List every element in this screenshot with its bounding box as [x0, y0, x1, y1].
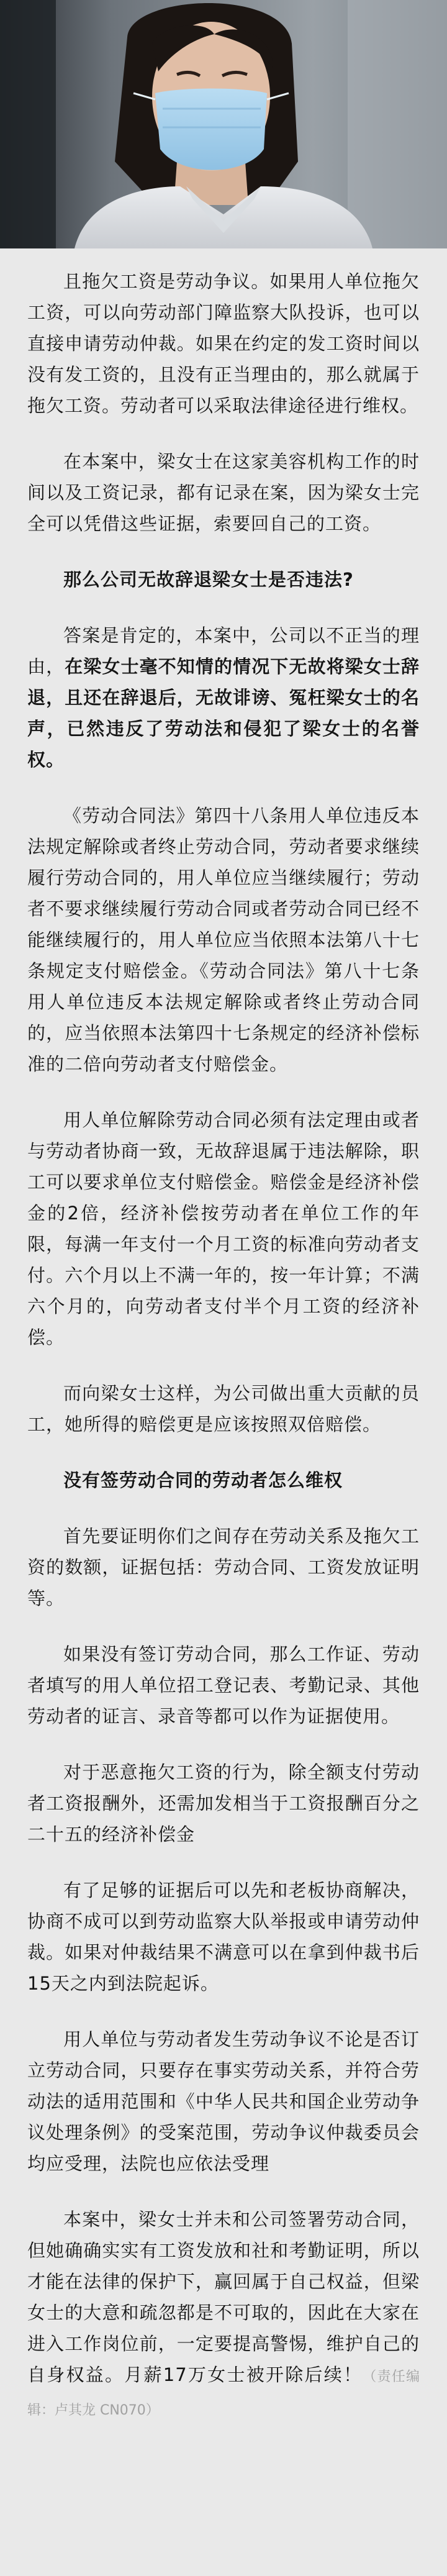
- paragraph-double-compensation: 而向梁女士这样，为公司做出重大贡献的员工，她所得的赔偿更是应该按照双倍赔偿。: [27, 1383, 420, 1435]
- paragraph-wage-arrears: 且拖欠工资是劳动争议。如果用人单位拖欠工资，可以向劳动部门障监察大队投诉，也可以直接申请劳动仲裁。如果在约定的发工资时间以没有发工资的，且没有正当理由的，那么就属于拖欠工资。劳动者可以采取法律途径进行维权。: [27, 271, 420, 416]
- woman-with-mask-image: [0, 0, 447, 248]
- paragraph-dismissal-answer: [27, 620, 420, 775]
- paragraph-prove-relationship: 首先要证明你们之间存在劳动关系及拖欠工资的数额，证据包括：劳动合同、工资发放证明等。: [27, 1526, 420, 1609]
- paragraph-malicious-arrears: 对于恶意拖欠工资的行为，除全额支付劳动者工资报酬外，还需加发相当于工资报酬百分之二十五的经济补偿金: [27, 1762, 420, 1845]
- section-heading-dismissal: 那么公司无故辞退梁女士是否违法?: [63, 569, 354, 590]
- article-photo: [0, 0, 447, 248]
- paragraph-labor-law-articles: 《劳动合同法》第四十八条用人单位违反本法规定解除或者终止劳动合同，劳动者要求继续履行劳动合同的，用人单位应当继续履行；劳动者不要求继续履行劳动合同或者劳动合同已经不能继续履行的，用人单位应当依照本法第八十七条规定支付赔偿金。《劳动合同法》第八十七条用人单位违反本法规定解除或者终止劳动合同的，应当依照本法第四十七条规定的经济补偿标准的二倍向劳动者支付赔偿金。: [27, 805, 420, 1075]
- paragraph-compensation-rules: 用人单位解除劳动合同必须有法定理由或者与劳动者协商一致，无故辞退属于违法解除，职工可以要求单位支付赔偿金。赔偿金是经济补偿金的2倍，经济补偿按劳动者在单位工作的年限，每满一年支付一个月工资的标准向劳动者支付。六个月以上不满一年的，按一年计算；不满六个月的，向劳动者支付半个月工资的经济补偿。: [27, 1109, 420, 1348]
- paragraph-dismissal-answer-emphasis: 在梁女士毫不知情的情况下无故将梁女士辞退，且还在辞退后，无故诽谤、冤枉梁女士的名声，已然违反了劳动法和侵犯了梁女士的名誉权。: [27, 656, 420, 770]
- paragraph-case-conclusion: [27, 2204, 420, 2426]
- paragraph-case-conclusion-text: 本案中，梁女士并未和公司签署劳动合同，但她确确实实有工资发放和社和考勤证明，所以才能在法律的保护下，赢回属于自己权益，但梁女士的大意和疏忽都是不可取的，因此在大家在进入工作岗位前，一定要提高警惕，维护自己的自身权益。月薪17万女士被开除后续！: [27, 2209, 420, 2385]
- section-heading-no-contract: 没有签劳动合同的劳动者怎么维权: [63, 1470, 343, 1491]
- paragraph-dispute-acceptance: 用人单位与劳动者发生劳动争议不论是否订立劳动合同，只要存在事实劳动关系，并符合劳动法的适用范围和《中华人民共和国企业劳动争议处理条例》的受案范围，劳动争议仲裁委员会均应受理，法院也应依法受理: [27, 2029, 420, 2174]
- paragraph-negotiation-arbitration: 有了足够的证据后可以先和老板协商解决，协商不成可以到劳动监察大队举报或申请劳动仲裁。如果对仲裁结果不满意可以在拿到仲裁书后15天之内到法院起诉。: [27, 1880, 420, 1994]
- editor-note: （责任编辑：卢其龙 CN070）: [27, 2369, 420, 2418]
- paragraph-evidence-types: 如果没有签订劳动合同，那么工作证、劳动者填写的用人单位招工登记表、考勤记录、其他劳动者的证言、录音等都可以作为证据使用。: [27, 1644, 420, 1727]
- article-body: [0, 248, 447, 2426]
- paragraph-dismissal-answer-lead: 答案是肯定的，本案中，公司以不正当的理由，: [27, 625, 420, 677]
- paragraph-case-evidence: 在本案中，梁女士在这家美容机构工作的时间以及工资记录，都有记录在案，因为梁女士完全可以凭借这些证据，索要回自己的工资。: [27, 451, 420, 534]
